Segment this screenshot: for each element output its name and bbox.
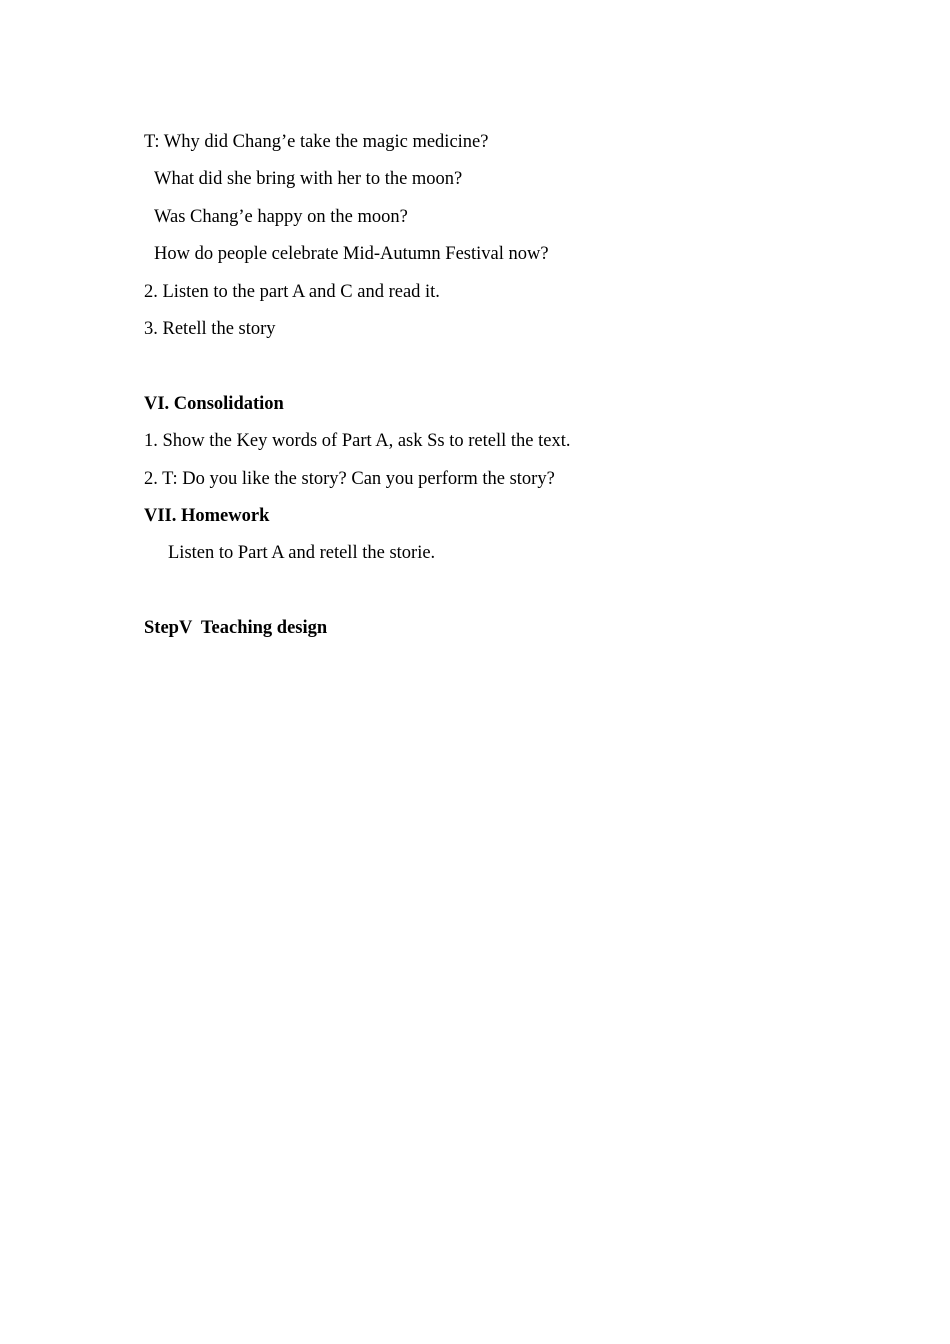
question-line: Was Chang’e happy on the moon? bbox=[154, 206, 408, 227]
section-heading-teaching-design: StepV Teaching design bbox=[144, 618, 328, 639]
homework-line: Listen to Part A and retell the storie. bbox=[168, 543, 436, 564]
section-heading-homework: VII. Homework bbox=[144, 505, 270, 526]
question-line: What did she bring with her to the moon? bbox=[154, 169, 463, 190]
document-body bbox=[144, 124, 824, 647]
question-line: T: Why did Chang’e take the magic medicine? bbox=[144, 132, 489, 152]
section-heading-consolidation: VI. Consolidation bbox=[144, 393, 284, 414]
blank-line bbox=[144, 348, 824, 385]
blank-line bbox=[144, 573, 824, 610]
instruction-line: 3. Retell the story bbox=[144, 318, 276, 339]
instruction-line: 1. Show the Key words of Part A, ask Ss to retell the text. bbox=[144, 431, 571, 452]
instruction-line: 2. Listen to the part A and C and read it. bbox=[144, 281, 440, 302]
question-line: How do people celebrate Mid-Autumn Festival now? bbox=[154, 244, 549, 265]
instruction-line: 2. T: Do you like the story? Can you perform the story? bbox=[144, 468, 555, 489]
